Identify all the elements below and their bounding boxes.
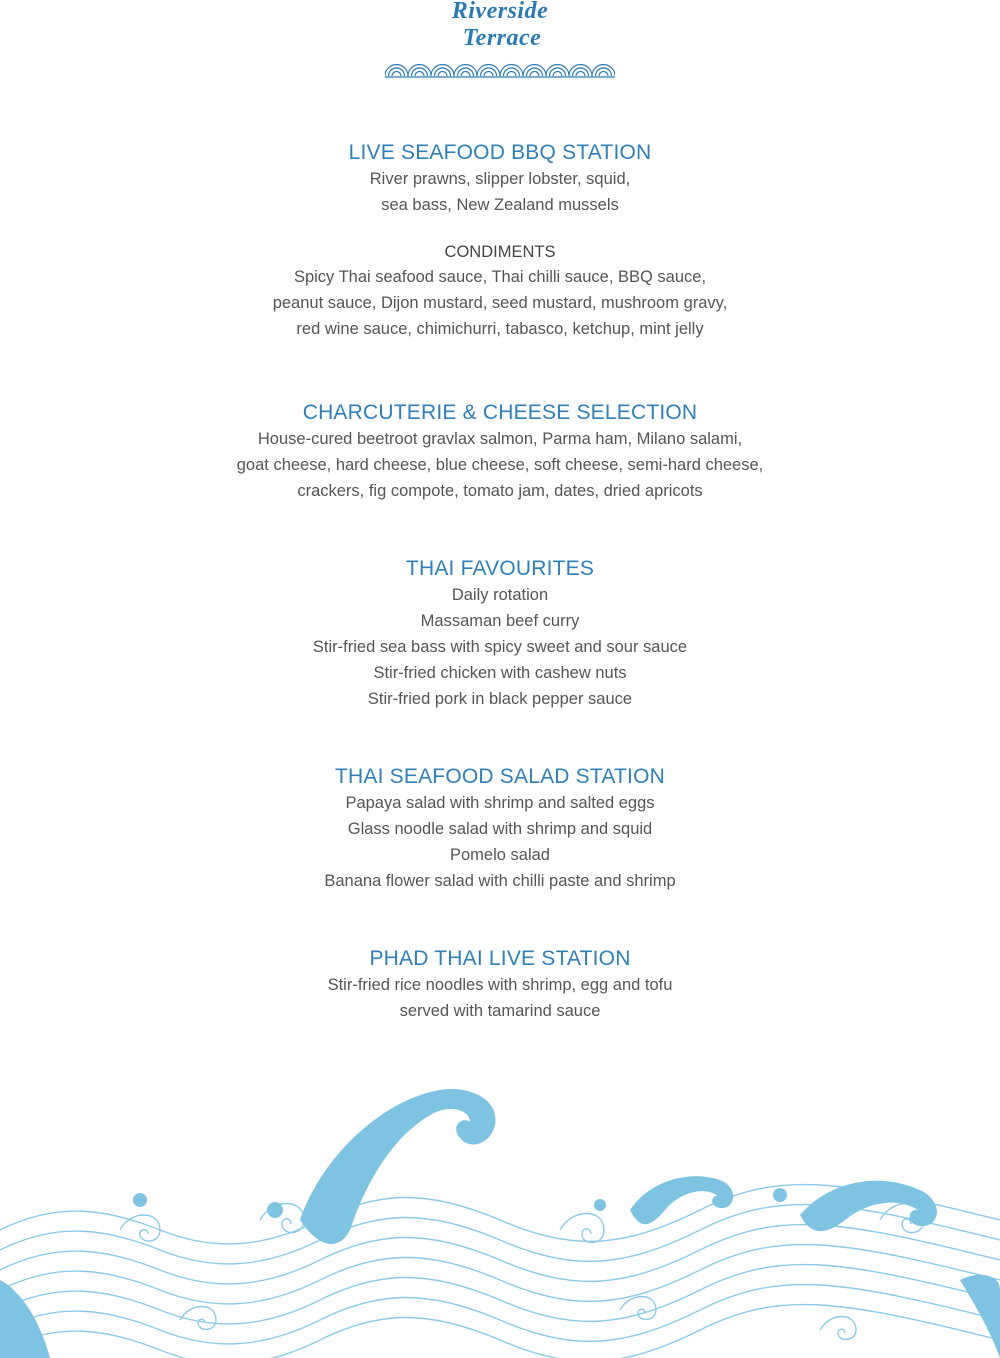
- logo-scallop-arc: [576, 72, 585, 77]
- menu-line: Spicy Thai seafood sauce, Thai chilli sauce, BBQ sauce,: [293, 268, 707, 286]
- logo-scallop-arc: [553, 72, 562, 77]
- section-thai-seafood-salad: [0, 764, 1000, 894]
- logo: [0, 0, 1000, 80]
- menu-line: House-cured beetroot gravlax salmon, Parma ham, Milano salami,: [257, 430, 743, 448]
- logo-line-1: Riverside: [451, 0, 549, 24]
- menu-line: Daily rotation: [451, 586, 549, 604]
- logo-scallop-arc: [392, 72, 401, 77]
- section-thai-favourites: [0, 556, 1000, 712]
- logo-wave-icon: [385, 54, 615, 78]
- menu-line: Massaman beef curry: [420, 612, 580, 630]
- section-heading: PHAD THAI LIVE STATION: [369, 947, 631, 970]
- menu-line: Banana flower salad with chilli paste and shrimp: [324, 872, 676, 890]
- logo-scallop-arc: [461, 72, 470, 77]
- section-phad-thai-live: [0, 946, 1000, 1024]
- section-heading: CHARCUTERIE & CHEESE SELECTION: [302, 401, 698, 424]
- section-heading: THAI FAVOURITES: [405, 557, 595, 580]
- menu-line: red wine sauce, chimichurri, tabasco, ketchup, mint jelly: [296, 320, 704, 338]
- subsection-heading: CONDIMENTS: [444, 243, 556, 261]
- menu-line: Stir-fried chicken with cashew nuts: [373, 664, 627, 682]
- menu-line: sea bass, New Zealand mussels: [381, 196, 619, 214]
- menu-line: River prawns, slipper lobster, squid,: [369, 170, 631, 188]
- menu-line: served with tamarind sauce: [399, 1002, 601, 1020]
- menu-line: Glass noodle salad with shrimp and squid: [347, 820, 653, 838]
- menu-line: Stir-fried pork in black pepper sauce: [367, 690, 633, 708]
- section-charcuterie-cheese: [0, 400, 1000, 504]
- menu-line: Stir-fried sea bass with spicy sweet and sour sauce: [312, 638, 688, 656]
- menu-line: Stir-fried rice noodles with shrimp, egg and tofu: [327, 976, 673, 994]
- logo-scallop-arc: [484, 72, 493, 77]
- section-heading: LIVE SEAFOOD BBQ STATION: [348, 141, 652, 164]
- condiments-subsection: [0, 240, 1000, 342]
- logo-scallop-arc: [438, 72, 447, 77]
- section-live-seafood-bbq: [0, 140, 1000, 342]
- menu-line: goat cheese, hard cheese, blue cheese, soft cheese, semi-hard cheese,: [236, 456, 764, 474]
- ocean-waves-illustration: [0, 1080, 1000, 1358]
- menu-line: Papaya salad with shrimp and salted eggs: [345, 794, 655, 812]
- menu-line: peanut sauce, Dijon mustard, seed mustard, mushroom gravy,: [272, 294, 728, 312]
- logo-scallop-arc: [530, 72, 539, 77]
- logo-line-2: Terrace: [462, 25, 542, 51]
- logo-scallop-arc: [507, 72, 516, 77]
- logo-scallop-arc: [599, 72, 608, 77]
- logo-scallop-arc: [415, 72, 424, 77]
- section-heading: THAI SEAFOOD SALAD STATION: [335, 765, 665, 788]
- menu-line: Pomelo salad: [450, 846, 550, 864]
- menu-line: crackers, fig compote, tomato jam, dates, dried apricots: [297, 482, 703, 500]
